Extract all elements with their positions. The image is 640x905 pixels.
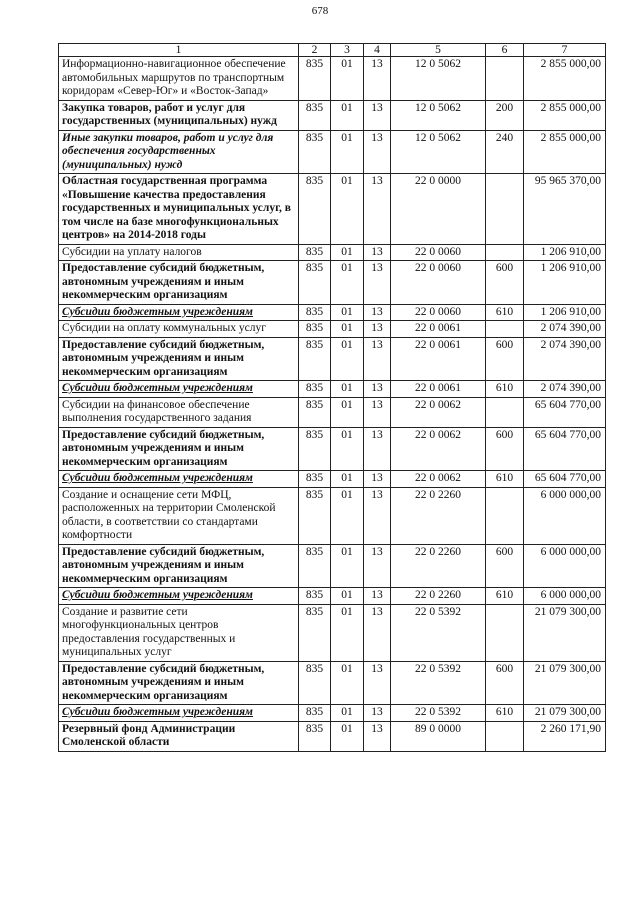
table-row <box>59 471 606 488</box>
row-name-cell: Резервный фонд Администрации Смоленской области <box>59 721 299 751</box>
row-name-cell: Субсидии на уплату налогов <box>59 244 299 261</box>
amount-cell: 65 604 770,00 <box>524 427 606 471</box>
amount-cell: 21 079 300,00 <box>524 604 606 661</box>
ministry-code-cell: 835 <box>299 604 331 661</box>
section-code-cell: 01 <box>331 100 364 130</box>
expense-type-cell: 600 <box>486 337 524 381</box>
amount-cell: 1 206 910,00 <box>524 261 606 305</box>
table-row <box>59 130 606 174</box>
ministry-code-cell: 835 <box>299 304 331 321</box>
section-code-cell: 01 <box>331 721 364 751</box>
expense-type-cell <box>486 57 524 101</box>
table-row <box>59 427 606 471</box>
amount-cell: 2 074 390,00 <box>524 337 606 381</box>
ministry-code-cell: 835 <box>299 337 331 381</box>
column-header: 7 <box>524 44 606 57</box>
expense-type-cell: 600 <box>486 544 524 588</box>
table-row <box>59 604 606 661</box>
subsection-code-cell: 13 <box>364 100 391 130</box>
ministry-code-cell: 835 <box>299 321 331 338</box>
table-row <box>59 100 606 130</box>
target-article-cell: 12 0 5062 <box>391 57 486 101</box>
target-article-cell: 22 0 0061 <box>391 381 486 398</box>
ministry-code-cell: 835 <box>299 487 331 544</box>
row-name-cell: Информационно-навигационное обеспечение автомобильных маршрутов по транспортным коридорам «Север-Юг» и «Восток-Запад» <box>59 57 299 101</box>
amount-cell: 2 074 390,00 <box>524 321 606 338</box>
row-name-cell: Предоставление субсидий бюджетным, автономным учреждениям и иным некоммерческим организациям <box>59 261 299 305</box>
target-article-cell: 12 0 5062 <box>391 100 486 130</box>
ministry-code-cell: 835 <box>299 661 331 705</box>
target-article-cell: 12 0 5062 <box>391 130 486 174</box>
expense-type-cell: 600 <box>486 661 524 705</box>
target-article-cell: 22 0 0062 <box>391 427 486 471</box>
ministry-code-cell: 835 <box>299 57 331 101</box>
section-code-cell: 01 <box>331 604 364 661</box>
amount-cell: 1 206 910,00 <box>524 304 606 321</box>
table-row <box>59 321 606 338</box>
ministry-code-cell: 835 <box>299 100 331 130</box>
ministry-code-cell: 835 <box>299 471 331 488</box>
row-name-cell: Субсидии бюджетным учреждениям <box>59 588 299 605</box>
row-name-cell: Создание и развитие сети многофункциональных центров предоставления государственных и муниципальных услуг <box>59 604 299 661</box>
target-article-cell: 22 0 2260 <box>391 588 486 605</box>
ministry-code-cell: 835 <box>299 261 331 305</box>
target-article-cell: 22 0 0062 <box>391 397 486 427</box>
section-code-cell: 01 <box>331 661 364 705</box>
table-row <box>59 661 606 705</box>
section-code-cell: 01 <box>331 427 364 471</box>
subsection-code-cell: 13 <box>364 321 391 338</box>
ministry-code-cell: 835 <box>299 544 331 588</box>
expense-type-cell: 240 <box>486 130 524 174</box>
subsection-code-cell: 13 <box>364 337 391 381</box>
row-name-cell: Создание и оснащение сети МФЦ, расположенных на территории Смоленской области, в соответствии со стандартами комфортности <box>59 487 299 544</box>
subsection-code-cell: 13 <box>364 381 391 398</box>
target-article-cell: 22 0 0060 <box>391 304 486 321</box>
section-code-cell: 01 <box>331 174 364 245</box>
amount-cell: 65 604 770,00 <box>524 397 606 427</box>
section-code-cell: 01 <box>331 337 364 381</box>
column-header: 2 <box>299 44 331 57</box>
amount-cell: 2 855 000,00 <box>524 130 606 174</box>
table-row <box>59 261 606 305</box>
section-code-cell: 01 <box>331 397 364 427</box>
target-article-cell: 22 0 2260 <box>391 544 486 588</box>
table-row <box>59 381 606 398</box>
section-code-cell: 01 <box>331 321 364 338</box>
amount-cell: 2 260 171,90 <box>524 721 606 751</box>
subsection-code-cell: 13 <box>364 130 391 174</box>
table-row <box>59 57 606 101</box>
row-name-cell: Субсидии на оплату коммунальных услуг <box>59 321 299 338</box>
target-article-cell: 22 0 0000 <box>391 174 486 245</box>
expense-type-cell <box>486 321 524 338</box>
column-header: 6 <box>486 44 524 57</box>
section-code-cell: 01 <box>331 544 364 588</box>
subsection-code-cell: 13 <box>364 57 391 101</box>
target-article-cell: 22 0 0060 <box>391 261 486 305</box>
amount-cell: 2 855 000,00 <box>524 57 606 101</box>
expense-type-cell: 610 <box>486 471 524 488</box>
amount-cell: 6 000 000,00 <box>524 487 606 544</box>
subsection-code-cell: 13 <box>364 487 391 544</box>
target-article-cell: 22 0 5392 <box>391 604 486 661</box>
section-code-cell: 01 <box>331 244 364 261</box>
ministry-code-cell: 835 <box>299 705 331 722</box>
table-row <box>59 544 606 588</box>
row-name-cell: Иные закупки товаров, работ и услуг для обеспечения государственных (муниципальных) нужд <box>59 130 299 174</box>
amount-cell: 21 079 300,00 <box>524 705 606 722</box>
section-code-cell: 01 <box>331 381 364 398</box>
section-code-cell: 01 <box>331 471 364 488</box>
target-article-cell: 22 0 0061 <box>391 321 486 338</box>
section-code-cell: 01 <box>331 261 364 305</box>
row-name-cell: Предоставление субсидий бюджетным, автономным учреждениям и иным некоммерческим организациям <box>59 337 299 381</box>
target-article-cell: 22 0 0060 <box>391 244 486 261</box>
amount-cell: 6 000 000,00 <box>524 588 606 605</box>
amount-cell: 6 000 000,00 <box>524 544 606 588</box>
row-name-cell: Областная государственная программа «Повышение качества предоставления государственных и муниципальных услуг, в том числе на базе многофункциональных центров» на 2014-2018 годы <box>59 174 299 245</box>
target-article-cell: 22 0 2260 <box>391 487 486 544</box>
subsection-code-cell: 13 <box>364 544 391 588</box>
expense-type-cell: 610 <box>486 588 524 605</box>
subsection-code-cell: 13 <box>364 261 391 305</box>
table-row <box>59 487 606 544</box>
expense-type-cell <box>486 244 524 261</box>
amount-cell: 2 855 000,00 <box>524 100 606 130</box>
target-article-cell: 22 0 5392 <box>391 661 486 705</box>
expense-type-cell: 600 <box>486 261 524 305</box>
subsection-code-cell: 13 <box>364 397 391 427</box>
amount-cell: 21 079 300,00 <box>524 661 606 705</box>
ministry-code-cell: 835 <box>299 381 331 398</box>
column-header: 5 <box>391 44 486 57</box>
table-row <box>59 244 606 261</box>
page-number: 678 <box>311 5 329 17</box>
section-code-cell: 01 <box>331 57 364 101</box>
section-code-cell: 01 <box>331 487 364 544</box>
row-name-cell: Предоставление субсидий бюджетным, автономным учреждениям и иным некоммерческим организациям <box>59 544 299 588</box>
subsection-code-cell: 13 <box>364 471 391 488</box>
subsection-code-cell: 13 <box>364 721 391 751</box>
expense-type-cell: 610 <box>486 381 524 398</box>
amount-cell: 65 604 770,00 <box>524 471 606 488</box>
section-code-cell: 01 <box>331 588 364 605</box>
ministry-code-cell: 835 <box>299 427 331 471</box>
expense-type-cell: 610 <box>486 304 524 321</box>
table-header-row <box>59 44 606 57</box>
expense-type-cell <box>486 721 524 751</box>
expense-type-cell <box>486 174 524 245</box>
row-name-cell: Предоставление субсидий бюджетным, автономным учреждениям и иным некоммерческим организациям <box>59 427 299 471</box>
row-name-cell: Субсидии бюджетным учреждениям <box>59 705 299 722</box>
expense-type-cell: 600 <box>486 427 524 471</box>
table-row <box>59 588 606 605</box>
column-header: 1 <box>59 44 299 57</box>
subsection-code-cell: 13 <box>364 244 391 261</box>
table-row <box>59 174 606 245</box>
row-name-cell: Субсидии бюджетным учреждениям <box>59 381 299 398</box>
subsection-code-cell: 13 <box>364 304 391 321</box>
ministry-code-cell: 835 <box>299 244 331 261</box>
target-article-cell: 22 0 5392 <box>391 705 486 722</box>
table-row <box>59 304 606 321</box>
table-row <box>59 337 606 381</box>
table-row <box>59 721 606 751</box>
ministry-code-cell: 835 <box>299 721 331 751</box>
ministry-code-cell: 835 <box>299 130 331 174</box>
expense-type-cell <box>486 397 524 427</box>
amount-cell: 1 206 910,00 <box>524 244 606 261</box>
row-name-cell: Субсидии на финансовое обеспечение выполнения государственного задания <box>59 397 299 427</box>
subsection-code-cell: 13 <box>364 588 391 605</box>
section-code-cell: 01 <box>331 705 364 722</box>
expense-type-cell <box>486 487 524 544</box>
row-name-cell: Субсидии бюджетным учреждениям <box>59 304 299 321</box>
target-article-cell: 22 0 0061 <box>391 337 486 381</box>
expense-type-cell: 200 <box>486 100 524 130</box>
row-name-cell: Субсидии бюджетным учреждениям <box>59 471 299 488</box>
target-article-cell: 89 0 0000 <box>391 721 486 751</box>
section-code-cell: 01 <box>331 304 364 321</box>
row-name-cell: Предоставление субсидий бюджетным, автономным учреждениям и иным некоммерческим организациям <box>59 661 299 705</box>
subsection-code-cell: 13 <box>364 174 391 245</box>
amount-cell: 95 965 370,00 <box>524 174 606 245</box>
ministry-code-cell: 835 <box>299 174 331 245</box>
expense-type-cell <box>486 604 524 661</box>
row-name-cell: Закупка товаров, работ и услуг для государственных (муниципальных) нужд <box>59 100 299 130</box>
subsection-code-cell: 13 <box>364 661 391 705</box>
subsection-code-cell: 13 <box>364 705 391 722</box>
column-header: 4 <box>364 44 391 57</box>
target-article-cell: 22 0 0062 <box>391 471 486 488</box>
subsection-code-cell: 13 <box>364 604 391 661</box>
budget-table <box>58 43 606 752</box>
ministry-code-cell: 835 <box>299 397 331 427</box>
table-row <box>59 397 606 427</box>
ministry-code-cell: 835 <box>299 588 331 605</box>
subsection-code-cell: 13 <box>364 427 391 471</box>
expense-type-cell: 610 <box>486 705 524 722</box>
amount-cell: 2 074 390,00 <box>524 381 606 398</box>
table-row <box>59 705 606 722</box>
section-code-cell: 01 <box>331 130 364 174</box>
column-header: 3 <box>331 44 364 57</box>
